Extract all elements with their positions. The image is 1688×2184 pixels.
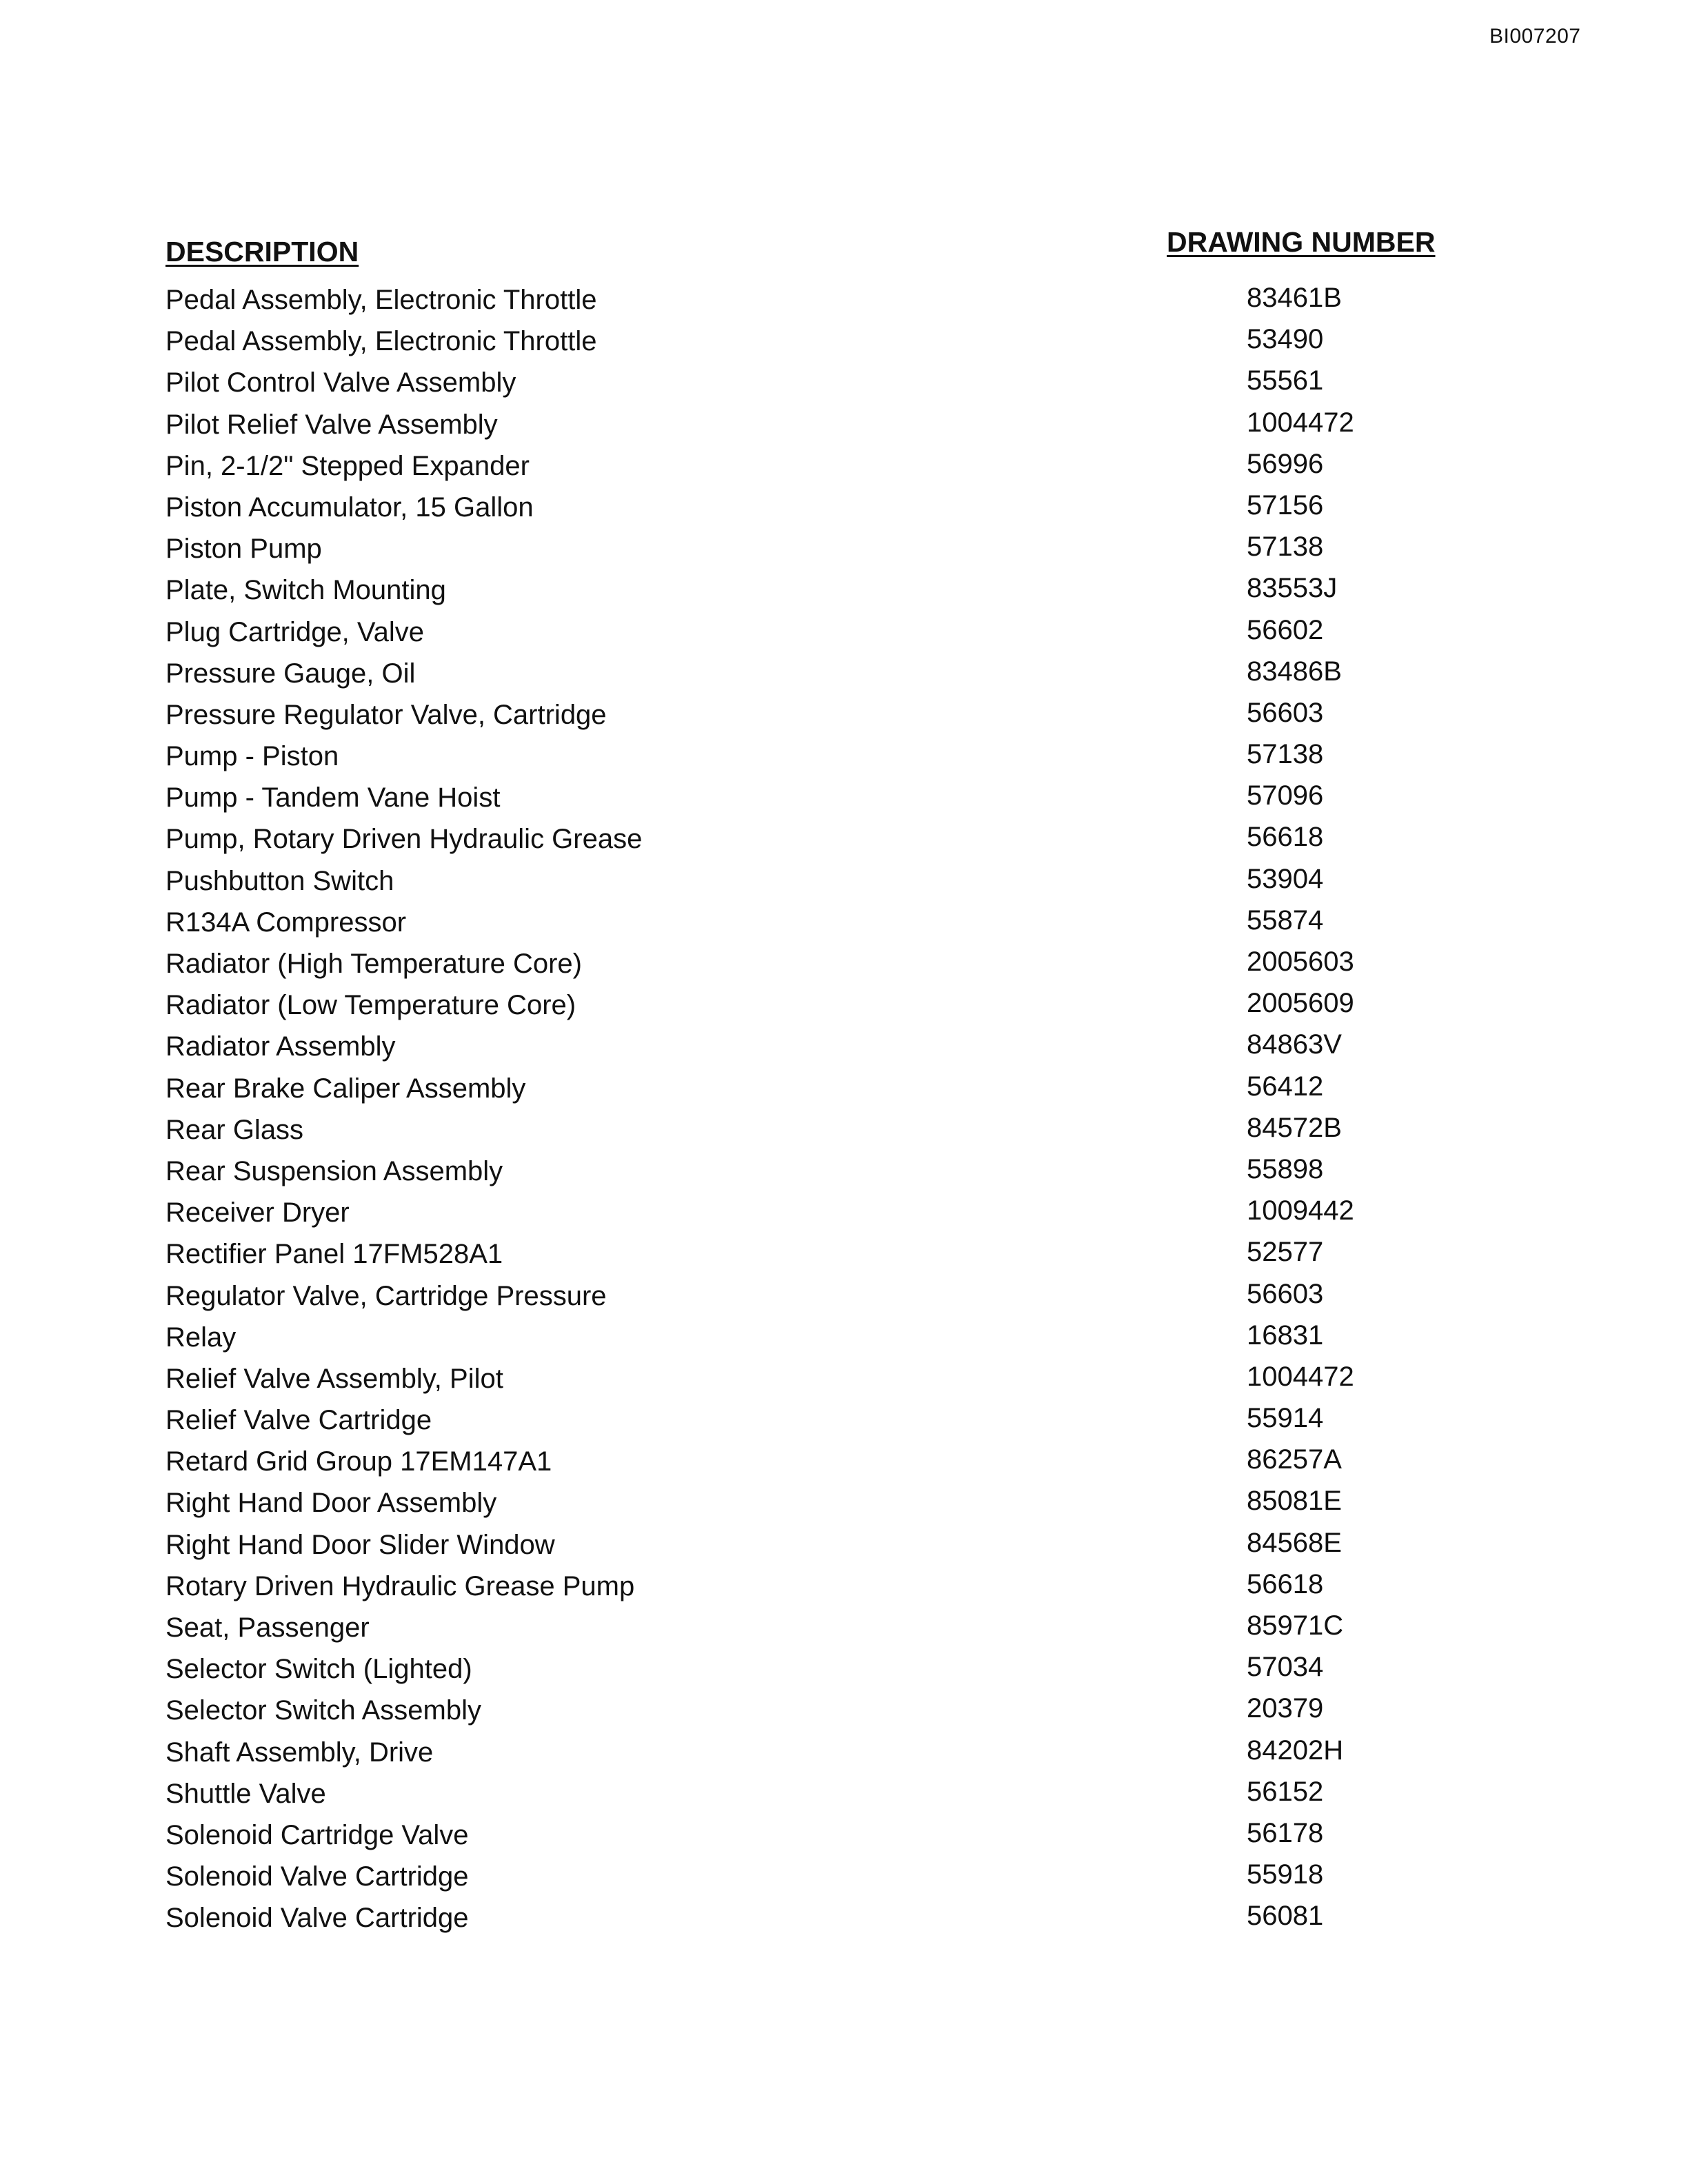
drawing-number: 83461B (1247, 283, 1342, 313)
part-description: Pin, 2-1/2" Stepped Expander (165, 450, 530, 481)
drawing-number: 56412 (1247, 1071, 1324, 1102)
part-description: Shuttle Valve (165, 1778, 326, 1809)
table-row (165, 1566, 1476, 1607)
part-description: Pressure Regulator Valve, Cartridge (165, 699, 607, 730)
drawing-number: 83486B (1247, 656, 1342, 687)
drawing-number: 56178 (1247, 1817, 1324, 1848)
part-description: Seat, Passenger (165, 1612, 370, 1643)
part-description: Plug Cartridge, Valve (165, 616, 424, 647)
part-description: Rear Suspension Assembly (165, 1155, 503, 1186)
part-description: Rear Glass (165, 1114, 304, 1145)
drawing-number: 57034 (1247, 1652, 1324, 1683)
table-row (165, 653, 1476, 694)
table-row (165, 1524, 1476, 1566)
part-description: Rear Brake Caliper Assembly (165, 1073, 526, 1104)
part-description: Retard Grid Group 17EM147A1 (165, 1446, 552, 1477)
table-row (165, 1358, 1476, 1399)
drawing-number: 55918 (1247, 1859, 1324, 1890)
part-description: Solenoid Cartridge Valve (165, 1819, 469, 1850)
table-row (165, 1482, 1476, 1524)
table-row (165, 279, 1476, 321)
table-row (165, 1607, 1476, 1648)
table-row (165, 569, 1476, 611)
drawing-number-column-header: DRAWING NUMBER (1167, 226, 1436, 258)
drawing-number: 57096 (1247, 780, 1324, 811)
drawing-number: 55898 (1247, 1153, 1324, 1184)
table-row (165, 694, 1476, 736)
table-row (165, 860, 1476, 902)
part-description: Solenoid Valve Cartridge (165, 1861, 469, 1892)
drawing-number: 84202H (1247, 1735, 1344, 1766)
part-description: Selector Switch (Lighted) (165, 1654, 472, 1685)
drawing-number: 55914 (1247, 1403, 1324, 1434)
table-row (165, 1275, 1476, 1317)
table-row (165, 1399, 1476, 1441)
table-row (165, 1192, 1476, 1233)
drawing-number: 1004472 (1247, 1361, 1354, 1392)
table-row (165, 777, 1476, 818)
drawing-number: 53904 (1247, 863, 1324, 894)
parts-list (165, 279, 1476, 1939)
table-row (165, 1151, 1476, 1192)
part-description: R134A Compressor (165, 907, 407, 938)
drawing-number: 20379 (1247, 1693, 1324, 1724)
table-row (165, 1068, 1476, 1109)
drawing-number: 53490 (1247, 324, 1324, 355)
part-description: Regulator Valve, Cartridge Pressure (165, 1280, 607, 1311)
drawing-number: 84863V (1247, 1029, 1342, 1060)
table-row (165, 1026, 1476, 1067)
part-description: Pump, Rotary Driven Hydraulic Grease (165, 824, 643, 855)
drawing-number: 86257A (1247, 1444, 1342, 1475)
part-description: Piston Accumulator, 15 Gallon (165, 492, 534, 523)
part-description: Rotary Driven Hydraulic Grease Pump (165, 1570, 635, 1601)
part-description: Plate, Switch Mounting (165, 575, 446, 606)
part-description: Selector Switch Assembly (165, 1695, 481, 1726)
part-description: Receiver Dryer (165, 1197, 350, 1228)
part-description: Radiator (High Temperature Core) (165, 949, 582, 979)
table-row (165, 487, 1476, 528)
drawing-number: 83553J (1247, 573, 1338, 604)
part-description: Shaft Assembly, Drive (165, 1737, 434, 1768)
part-description: Pedal Assembly, Electronic Throttle (165, 285, 597, 315)
table-row (165, 1317, 1476, 1358)
drawing-number: 56602 (1247, 614, 1324, 645)
drawing-number: 57138 (1247, 739, 1324, 770)
table-row (165, 1109, 1476, 1151)
part-description: Solenoid Valve Cartridge (165, 1903, 469, 1934)
document-id: BI007207 (1489, 25, 1581, 48)
drawing-number: 16831 (1247, 1320, 1324, 1351)
drawing-number: 56152 (1247, 1776, 1324, 1807)
part-description: Pilot Control Valve Assembly (165, 367, 516, 398)
part-description: Relief Valve Assembly, Pilot (165, 1363, 503, 1394)
table-row (165, 1856, 1476, 1897)
part-description: Piston Pump (165, 534, 322, 565)
table-row (165, 1441, 1476, 1482)
drawing-number: 57156 (1247, 489, 1324, 520)
drawing-number: 56603 (1247, 697, 1324, 728)
drawing-number: 2005609 (1247, 988, 1354, 1019)
table-row (165, 902, 1476, 943)
part-description: Radiator (Low Temperature Core) (165, 990, 576, 1021)
part-description: Radiator Assembly (165, 1031, 396, 1062)
table-row (165, 445, 1476, 487)
table-row (165, 736, 1476, 777)
part-description: Pilot Relief Valve Assembly (165, 409, 498, 440)
part-description: Right Hand Door Assembly (165, 1488, 497, 1519)
drawing-number: 56996 (1247, 448, 1324, 479)
drawing-number: 1004472 (1247, 407, 1354, 438)
table-row (165, 362, 1476, 403)
part-description: Pump - Tandem Vane Hoist (165, 782, 501, 813)
drawing-number: 1009442 (1247, 1195, 1354, 1226)
table-row (165, 1732, 1476, 1773)
drawing-number: 56618 (1247, 1568, 1324, 1599)
table-row (165, 611, 1476, 653)
table-row (165, 1690, 1476, 1731)
drawing-number: 55561 (1247, 365, 1324, 396)
drawing-number: 55874 (1247, 904, 1324, 936)
part-description: Rectifier Panel 17FM528A1 (165, 1239, 503, 1270)
part-description: Relay (165, 1322, 237, 1353)
part-description: Pressure Gauge, Oil (165, 658, 416, 689)
drawing-number: 52577 (1247, 1237, 1324, 1268)
table-row (165, 984, 1476, 1026)
drawing-number: 56081 (1247, 1901, 1324, 1932)
drawing-number: 85971C (1247, 1610, 1344, 1641)
table-row (165, 404, 1476, 445)
table-row (165, 818, 1476, 860)
table-row (165, 1897, 1476, 1939)
drawing-number: 56618 (1247, 822, 1324, 853)
drawing-number: 56603 (1247, 1278, 1324, 1309)
table-row (165, 321, 1476, 362)
table-row (165, 1233, 1476, 1275)
part-description: Pump - Piston (165, 741, 339, 772)
drawing-number: 57138 (1247, 532, 1324, 563)
table-row (165, 528, 1476, 569)
part-description: Pedal Assembly, Electronic Throttle (165, 326, 597, 357)
table-row (165, 943, 1476, 984)
part-description: Relief Valve Cartridge (165, 1405, 432, 1436)
description-column-header: DESCRIPTION (165, 236, 359, 267)
drawing-number: 84568E (1247, 1527, 1342, 1558)
table-row (165, 1648, 1476, 1690)
drawing-number: 85081E (1247, 1486, 1342, 1517)
part-description: Right Hand Door Slider Window (165, 1529, 555, 1560)
table-row (165, 1814, 1476, 1856)
part-description: Pushbutton Switch (165, 865, 394, 896)
table-row (165, 1773, 1476, 1814)
drawing-number: 84572B (1247, 1112, 1342, 1143)
drawing-number: 2005603 (1247, 947, 1354, 977)
